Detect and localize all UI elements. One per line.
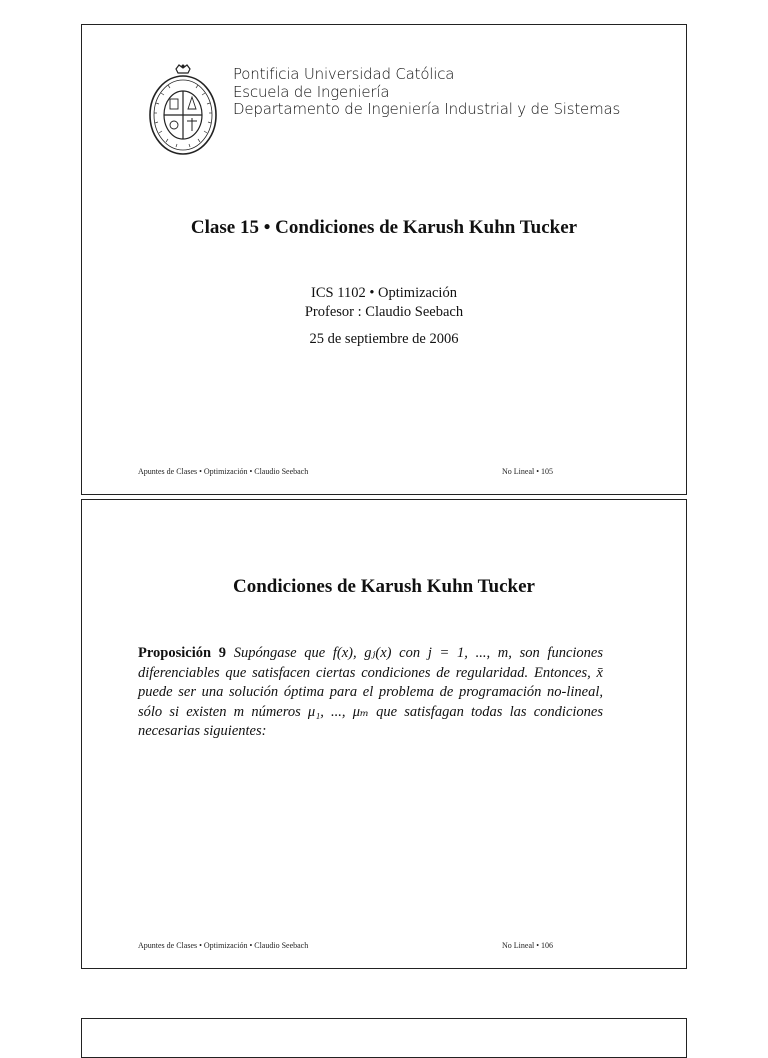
next-slide-partial	[81, 1018, 687, 1058]
professor-name: Profesor : Claudio Seebach	[304, 304, 464, 320]
course-info	[82, 284, 686, 322]
footer-left: Apuntes de Clases • Optimización • Claudio Seebach	[138, 941, 309, 950]
proposition-text: Supóngase que f(x), gⱼ(x) con j = 1, ..., m, son funciones diferenciables que satisfacen ciertas condiciones de regularidad. Entonces, x̄ puede ser una solución óptima para el problema de programación no-lineal, sólo si existen m números μ₁, ..., μₘ que satisfagan todas las condiciones necesarias siguientes:	[138, 645, 604, 739]
footer-page-number: No Lineal • 105	[502, 467, 554, 476]
institution-header	[233, 66, 620, 119]
title-slide	[81, 24, 687, 495]
school-name: Escuela de Ingeniería	[233, 82, 390, 101]
footer-left: Apuntes de Clases • Optimización • Claudio Seebach	[138, 467, 309, 476]
lecture-title: Clase 15 • Condiciones de Karush Kuhn Tucker	[190, 217, 578, 238]
slide-title: Condiciones de Karush Kuhn Tucker	[233, 576, 535, 597]
university-name: Pontificia Universidad Católica	[233, 65, 455, 83]
footer-page-number: No Lineal • 106	[502, 941, 554, 950]
university-seal-logo	[148, 63, 218, 157]
proposition-block	[138, 644, 603, 742]
lecture-date: 25 de septiembre de 2006	[309, 331, 459, 347]
content-slide	[81, 499, 687, 969]
proposition-label: Proposición 9	[138, 645, 226, 661]
course-name: ICS 1102 • Optimización	[311, 285, 457, 301]
department-name: Departamento de Ingeniería Industrial y de Sistemas	[233, 100, 621, 118]
